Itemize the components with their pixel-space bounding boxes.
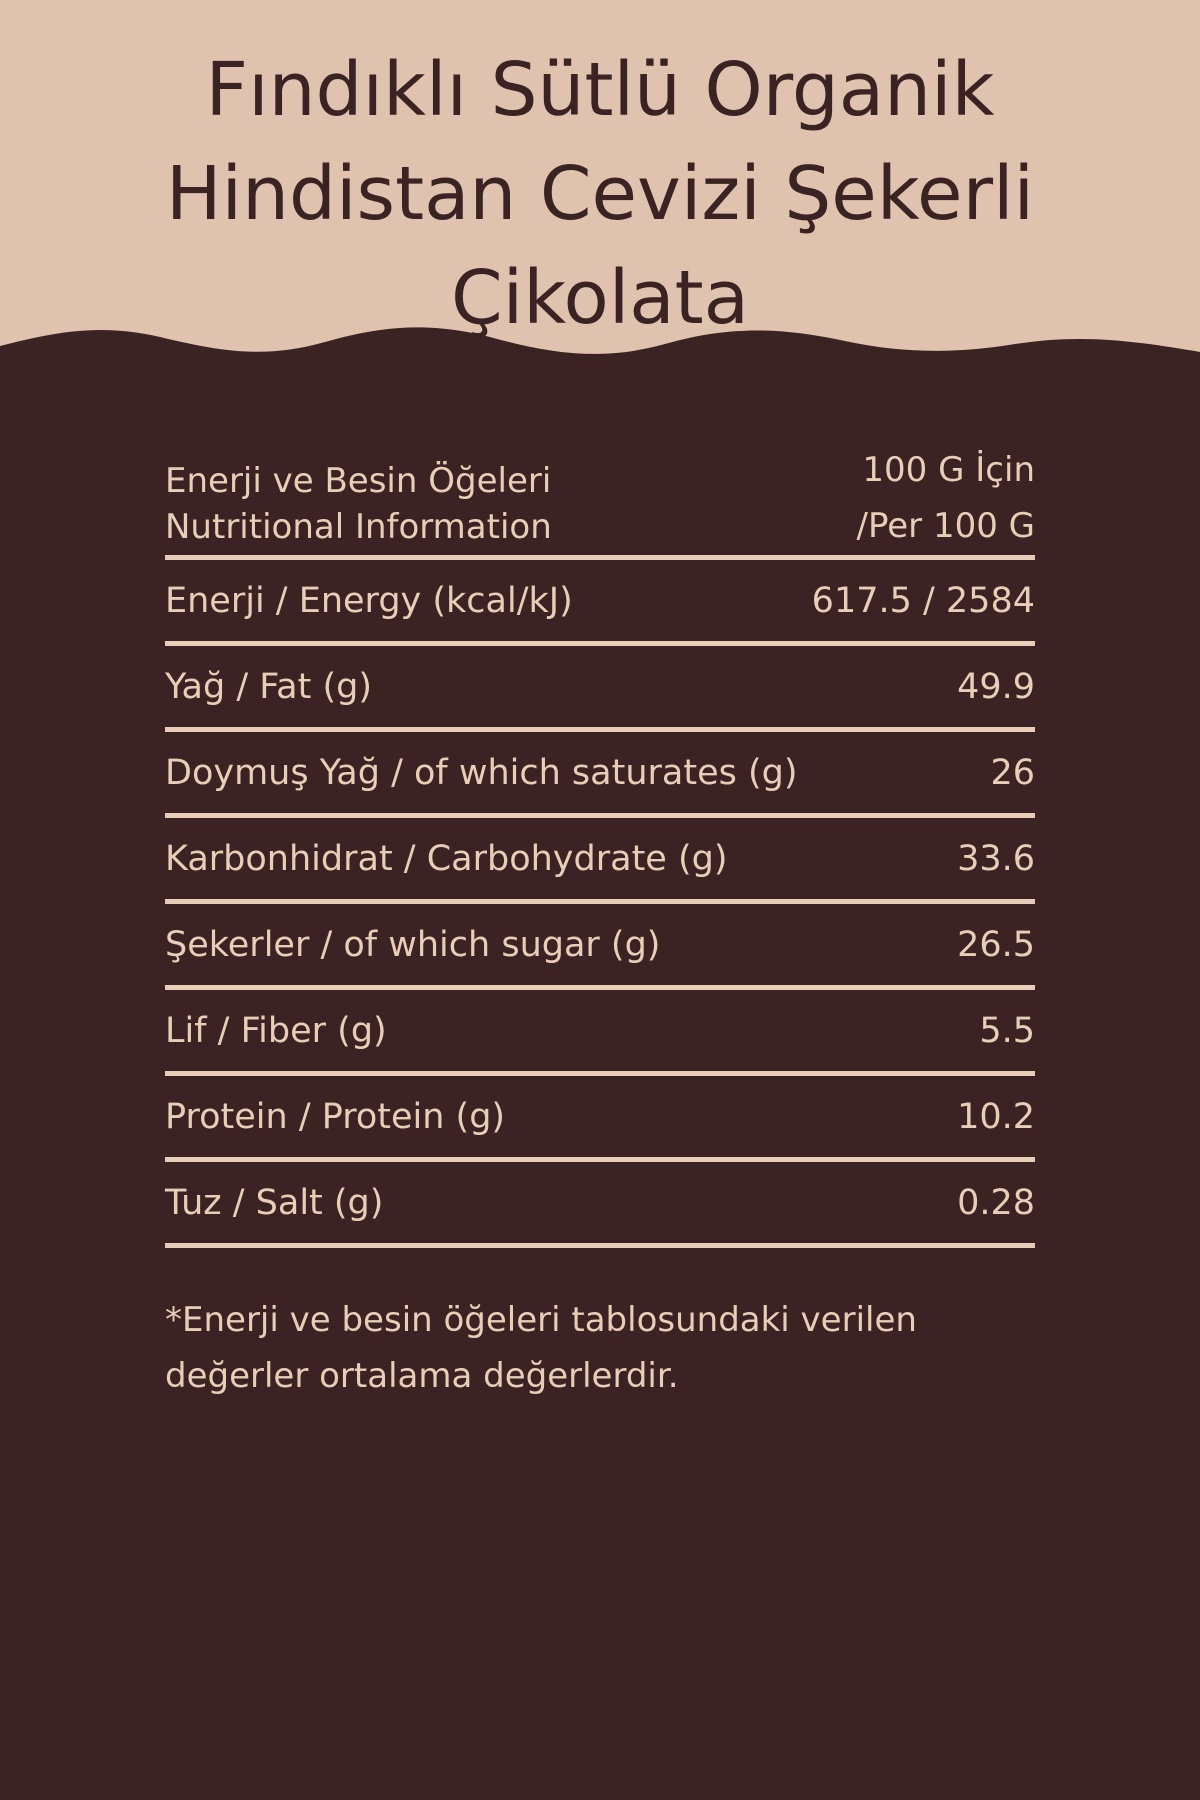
per-100g-turkish: 100 G İçin (862, 450, 1035, 490)
footnote (165, 1292, 1035, 1404)
nutrition-row-fiber (165, 990, 1035, 1076)
product-title (100, 38, 1100, 350)
nutrition-label-salt: Tuz / Salt (g) (165, 1182, 384, 1223)
per-100g-english: /Per 100 G (856, 506, 1035, 546)
nutrition-header-english: Nutritional Information (165, 507, 552, 547)
footnote-line-1: *Enerji ve besin öğeleri tablosundaki verilen (165, 1300, 917, 1340)
nutrition-table-header-left (165, 450, 552, 550)
nutrition-value-fiber: 5.5 (979, 1010, 1035, 1051)
nutrition-table-header-right (857, 442, 1036, 554)
nutrition-value-carbohydrate: 33.6 (957, 838, 1035, 879)
nutrition-label-carbohydrate: Karbonhidrat / Carbohydrate (g) (165, 838, 728, 879)
nutrition-value-energy: 617.5 / 2584 (811, 580, 1035, 621)
title-banner (0, 0, 1200, 360)
nutrition-row-carbohydrate (165, 818, 1035, 904)
nutrition-value-fat: 49.9 (957, 666, 1035, 707)
nutrition-row-energy (165, 560, 1035, 646)
product-title-line-2: Hindistan Cevizi Şekerli (165, 151, 1035, 237)
nutrition-row-saturates (165, 732, 1035, 818)
nutrition-label-protein: Protein / Protein (g) (165, 1096, 506, 1137)
nutrition-value-salt: 0.28 (957, 1182, 1035, 1223)
nutrition-label-fat: Yağ / Fat (g) (165, 666, 373, 707)
nutrition-value-saturates: 26 (990, 752, 1035, 793)
nutrition-label-fiber: Lif / Fiber (g) (165, 1010, 387, 1051)
nutrition-row-fat (165, 646, 1035, 732)
nutrition-value-protein: 10.2 (957, 1096, 1035, 1137)
nutrition-row-salt (165, 1162, 1035, 1248)
nutrition-row-protein (165, 1076, 1035, 1162)
nutrition-table (165, 450, 1035, 1248)
nutrition-table-header (165, 450, 1035, 560)
product-title-line-3: Çikolata (451, 255, 749, 341)
product-title-line-1: Fındıklı Sütlü Organik (205, 47, 995, 133)
nutrition-label-energy: Enerji / Energy (kcal/kJ) (165, 580, 573, 621)
nutrition-value-sugar: 26.5 (957, 924, 1035, 965)
nutrition-row-sugar (165, 904, 1035, 990)
footnote-line-2: değerler ortalama değerlerdir. (165, 1356, 679, 1396)
nutrition-label-sugar: Şekerler / of which sugar (g) (165, 924, 661, 965)
nutrition-label-saturates: Doymuş Yağ / of which saturates (g) (165, 752, 798, 793)
nutrition-header-turkish: Enerji ve Besin Öğeleri (165, 461, 552, 501)
